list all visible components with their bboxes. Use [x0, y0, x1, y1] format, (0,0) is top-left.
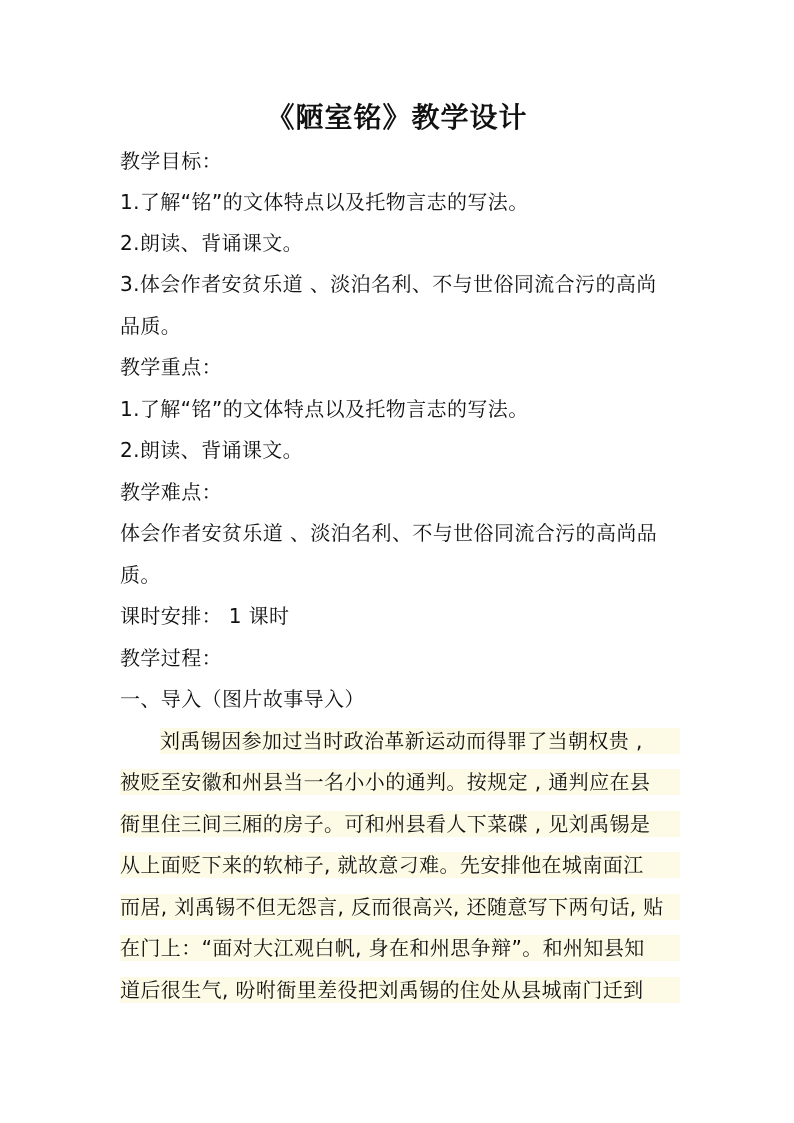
story-line-2: 被贬至安徽和州县当一名小小的通判。按规定 , 通判应在县 — [120, 769, 680, 795]
goal-item-3-continued: 品质。 — [120, 314, 182, 338]
key-points-heading: 教学重点： — [120, 355, 222, 379]
key-point-1: 1.了解“铭”的文体特点以及托物言志的写法。 — [120, 397, 529, 421]
section-one-heading: 一、导入（图片故事导入） — [120, 687, 365, 711]
schedule-line: 课时安排： 1 课时 — [120, 604, 290, 628]
goals-heading: 教学目标： — [120, 149, 222, 173]
document-title: 《陋室铭》教学设计 — [266, 101, 528, 134]
difficulty-line-1: 体会作者安贫乐道 、淡泊名利、不与世俗同流合污的高尚品 — [120, 521, 658, 545]
story-line-5: 而居, 刘禹锡不但无怨言, 反而很高兴, 还随意写下两句话, 贴 — [120, 894, 680, 920]
process-heading: 教学过程： — [120, 646, 222, 670]
story-line-4: 从上面贬下来的软柿子, 就故意刁难。先安排他在城南面江 — [120, 852, 680, 878]
goal-item-3: 3.体会作者安贫乐道 、淡泊名利、不与世俗同流合污的高尚 — [120, 272, 657, 296]
story-line-1: 刘禹锡因参加过当时政治革新运动而得罪了当朝权贵 , — [160, 728, 680, 754]
story-line-3: 衙里住三间三厢的房子。可和州县看人下菜碟 , 见刘禹锡是 — [120, 811, 680, 837]
key-point-2: 2.朗读、背诵课文。 — [120, 438, 304, 462]
goal-item-1: 1.了解“铭”的文体特点以及托物言志的写法。 — [120, 190, 529, 214]
story-line-7: 道后很生气, 吩咐衙里差役把刘禹锡的住处从县城南门迁到 — [120, 977, 680, 1003]
difficulty-line-2: 质。 — [120, 563, 161, 587]
difficulties-heading: 教学难点： — [120, 480, 222, 504]
story-line-6: 在门上：“面对大江观白帆, 身在和州思争辩”。和州知县知 — [120, 935, 680, 961]
goal-item-2: 2.朗读、背诵课文。 — [120, 231, 304, 255]
